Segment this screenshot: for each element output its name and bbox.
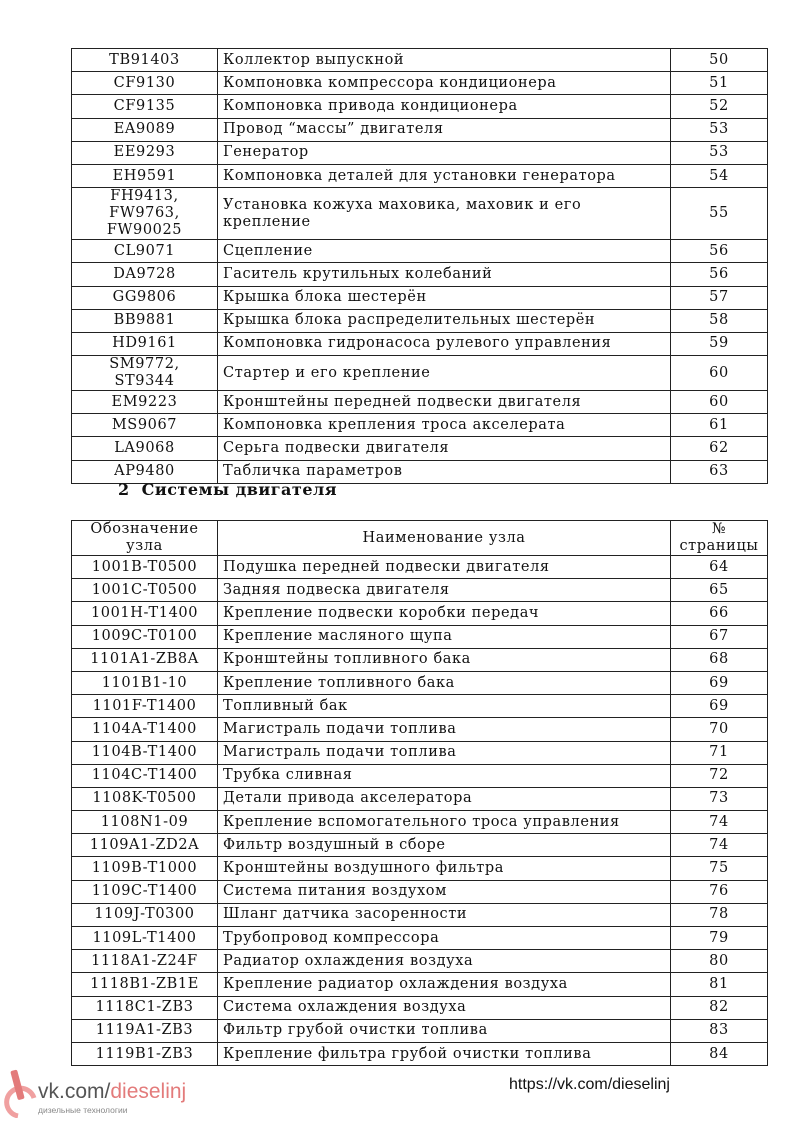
part-name: Трубка сливная (218, 764, 671, 787)
table-row (72, 49, 768, 72)
table-row (72, 1042, 768, 1065)
part-code: LA9068 (72, 437, 218, 460)
page-number: 74 (671, 811, 768, 834)
table-row (72, 857, 768, 880)
page-number: 80 (671, 950, 768, 973)
injector-icon (4, 1068, 38, 1118)
part-code: DA9728 (72, 263, 218, 286)
parts-table-engine-systems (71, 520, 768, 1066)
part-code: 1109J-T0300 (72, 903, 218, 926)
table-row (72, 356, 768, 391)
part-name: Крепление вспомогательного троса управления (218, 811, 671, 834)
part-name: Компоновка компрессора кондиционера (218, 72, 671, 95)
section-title: Системы двигателя (141, 480, 338, 499)
part-code: HD9161 (72, 332, 218, 355)
part-name: Крепление топливного бака (218, 671, 671, 694)
part-name: Топливный бак (218, 695, 671, 718)
page-number: 61 (671, 414, 768, 437)
page-number: 67 (671, 625, 768, 648)
part-code: 1001C-T0500 (72, 579, 218, 602)
part-name: Подушка передней подвески двигателя (218, 556, 671, 579)
table-row (72, 764, 768, 787)
table-row (72, 927, 768, 950)
part-code: 1001B-T0500 (72, 556, 218, 579)
page-number: 51 (671, 72, 768, 95)
page-number: 82 (671, 996, 768, 1019)
table-row (72, 880, 768, 903)
logo-text-prefix: vk.com/ (38, 1080, 111, 1103)
table-row (72, 625, 768, 648)
part-name: Магистраль подачи топлива (218, 741, 671, 764)
part-code: 1109A1-ZD2A (72, 834, 218, 857)
page-number: 52 (671, 95, 768, 118)
table-row (72, 391, 768, 414)
table-row (72, 787, 768, 810)
table-row (72, 811, 768, 834)
page-number: 57 (671, 286, 768, 309)
table-row (72, 188, 768, 240)
page-number: 72 (671, 764, 768, 787)
page-number: 55 (671, 188, 768, 240)
part-code: EA9089 (72, 118, 218, 141)
table-row (72, 671, 768, 694)
table-row (72, 695, 768, 718)
page-number: 71 (671, 741, 768, 764)
page-number: 79 (671, 927, 768, 950)
part-name: Магистраль подачи топлива (218, 718, 671, 741)
part-code: EM9223 (72, 391, 218, 414)
part-name: Компоновка гидронасоса рулевого управления (218, 332, 671, 355)
page-number: 75 (671, 857, 768, 880)
header-page-number: № страницы (671, 521, 768, 556)
part-code: 1109L-T1400 (72, 927, 218, 950)
part-name: Стартер и его крепление (218, 356, 671, 391)
page-number: 76 (671, 880, 768, 903)
part-code: 1118A1-Z24F (72, 950, 218, 973)
header-part-code: Обозначение узла (72, 521, 218, 556)
page-number: 53 (671, 118, 768, 141)
part-name: Система охлаждения воздуха (218, 996, 671, 1019)
table-row (72, 718, 768, 741)
part-name: Табличка параметров (218, 460, 671, 483)
part-code: EH9591 (72, 164, 218, 187)
part-name: Детали привода акселератора (218, 787, 671, 810)
page-number: 73 (671, 787, 768, 810)
part-name: Крепление подвески коробки передач (218, 602, 671, 625)
page-number: 60 (671, 356, 768, 391)
part-name: Компоновка деталей для установки генератора (218, 164, 671, 187)
part-name: Кронштейны воздушного фильтра (218, 857, 671, 880)
part-code: 1101A1-ZB8A (72, 648, 218, 671)
table-row (72, 973, 768, 996)
part-code: 1101F-T1400 (72, 695, 218, 718)
part-code: 1118C1-ZB3 (72, 996, 218, 1019)
part-code: 1109B-T1000 (72, 857, 218, 880)
part-name: Фильтр грубой очистки топлива (218, 1019, 671, 1042)
page-number: 53 (671, 141, 768, 164)
table-header-row (72, 521, 768, 556)
part-name: Коллектор выпускной (218, 49, 671, 72)
table-row (72, 648, 768, 671)
table-row (72, 741, 768, 764)
page-number: 58 (671, 309, 768, 332)
part-name: Серьга подвески двигателя (218, 437, 671, 460)
part-name: Радиатор охлаждения воздуха (218, 950, 671, 973)
page-number: 56 (671, 240, 768, 263)
page-number: 68 (671, 648, 768, 671)
footer-url-link[interactable]: https://vk.com/dieselinj (509, 1076, 670, 1093)
part-code: GG9806 (72, 286, 218, 309)
table-row (72, 118, 768, 141)
part-name: Крепление радиатор охлаждения воздуха (218, 973, 671, 996)
page-number: 65 (671, 579, 768, 602)
part-name: Компоновка привода кондиционера (218, 95, 671, 118)
page-number: 64 (671, 556, 768, 579)
part-code: 1104B-T1400 (72, 741, 218, 764)
part-name: Задняя подвеска двигателя (218, 579, 671, 602)
table-row (72, 556, 768, 579)
part-code: CF9135 (72, 95, 218, 118)
part-name: Крышка блока шестерён (218, 286, 671, 309)
part-code: 1119B1-ZB3 (72, 1042, 218, 1065)
table-row (72, 1019, 768, 1042)
table-row (72, 72, 768, 95)
table-row (72, 602, 768, 625)
part-name: Шланг датчика засоренности (218, 903, 671, 926)
part-code: CL9071 (72, 240, 218, 263)
section-heading (118, 480, 349, 499)
page-number: 54 (671, 164, 768, 187)
page-number: 83 (671, 1019, 768, 1042)
part-name: Фильтр воздушный в сборе (218, 834, 671, 857)
table-row (72, 579, 768, 602)
part-name: Провод “массы” двигателя (218, 118, 671, 141)
part-code: 1108K-T0500 (72, 787, 218, 810)
part-code: FH9413, FW9763, FW90025 (72, 188, 218, 240)
table-row (72, 903, 768, 926)
part-name: Крепление фильтра грубой очистки топлива (218, 1042, 671, 1065)
page-number: 50 (671, 49, 768, 72)
page-number: 62 (671, 437, 768, 460)
part-name: Крепление масляного щупа (218, 625, 671, 648)
part-code: 1101B1-10 (72, 671, 218, 694)
table-row (72, 164, 768, 187)
part-name: Кронштейны передней подвески двигателя (218, 391, 671, 414)
page-number: 69 (671, 671, 768, 694)
part-name: Трубопровод компрессора (218, 927, 671, 950)
page-number: 59 (671, 332, 768, 355)
page-number: 60 (671, 391, 768, 414)
table-row (72, 141, 768, 164)
logo-subtitle: дизельные технологии (38, 1105, 128, 1115)
part-code: 1104A-T1400 (72, 718, 218, 741)
part-code: BB9881 (72, 309, 218, 332)
part-code: SM9772, ST9344 (72, 356, 218, 391)
part-name: Система питания воздухом (218, 880, 671, 903)
dieselinj-logo (4, 1068, 204, 1118)
table-row (72, 240, 768, 263)
parts-table-engine (71, 48, 768, 484)
header-part-name: Наименование узла (218, 521, 671, 556)
table-row (72, 996, 768, 1019)
section-number: 2 (118, 480, 130, 499)
part-code: EE9293 (72, 141, 218, 164)
table-row (72, 950, 768, 973)
table-row (72, 332, 768, 355)
page-number: 56 (671, 263, 768, 286)
part-name: Кронштейны топливного бака (218, 648, 671, 671)
part-code: 1108N1-09 (72, 811, 218, 834)
page-number: 69 (671, 695, 768, 718)
page-number: 84 (671, 1042, 768, 1065)
part-name: Гаситель крутильных колебаний (218, 263, 671, 286)
page-number: 70 (671, 718, 768, 741)
part-code: 1001H-T1400 (72, 602, 218, 625)
part-name: Генератор (218, 141, 671, 164)
part-name: Установка кожуха маховика, маховик и его крепление (218, 188, 671, 240)
table-row (72, 286, 768, 309)
page-number: 81 (671, 973, 768, 996)
page-number: 66 (671, 602, 768, 625)
part-name: Сцепление (218, 240, 671, 263)
table-row (72, 263, 768, 286)
part-code: 1118B1-ZB1E (72, 973, 218, 996)
part-code: CF9130 (72, 72, 218, 95)
page-number: 74 (671, 834, 768, 857)
page-number: 78 (671, 903, 768, 926)
page-number: 63 (671, 460, 768, 483)
table-row (72, 437, 768, 460)
part-code: MS9067 (72, 414, 218, 437)
part-code: 1109C-T1400 (72, 880, 218, 903)
table-row (72, 414, 768, 437)
table-row (72, 95, 768, 118)
part-code: 1009C-T0100 (72, 625, 218, 648)
part-name: Компоновка крепления троса акселерата (218, 414, 671, 437)
part-code: 1104C-T1400 (72, 764, 218, 787)
part-code: AP9480 (72, 460, 218, 483)
part-code: 1119A1-ZB3 (72, 1019, 218, 1042)
part-name: Крышка блока распределительных шестерён (218, 309, 671, 332)
table-row (72, 309, 768, 332)
logo-text-suffix: dieselinj (110, 1080, 187, 1103)
table-row (72, 834, 768, 857)
part-code: TB91403 (72, 49, 218, 72)
